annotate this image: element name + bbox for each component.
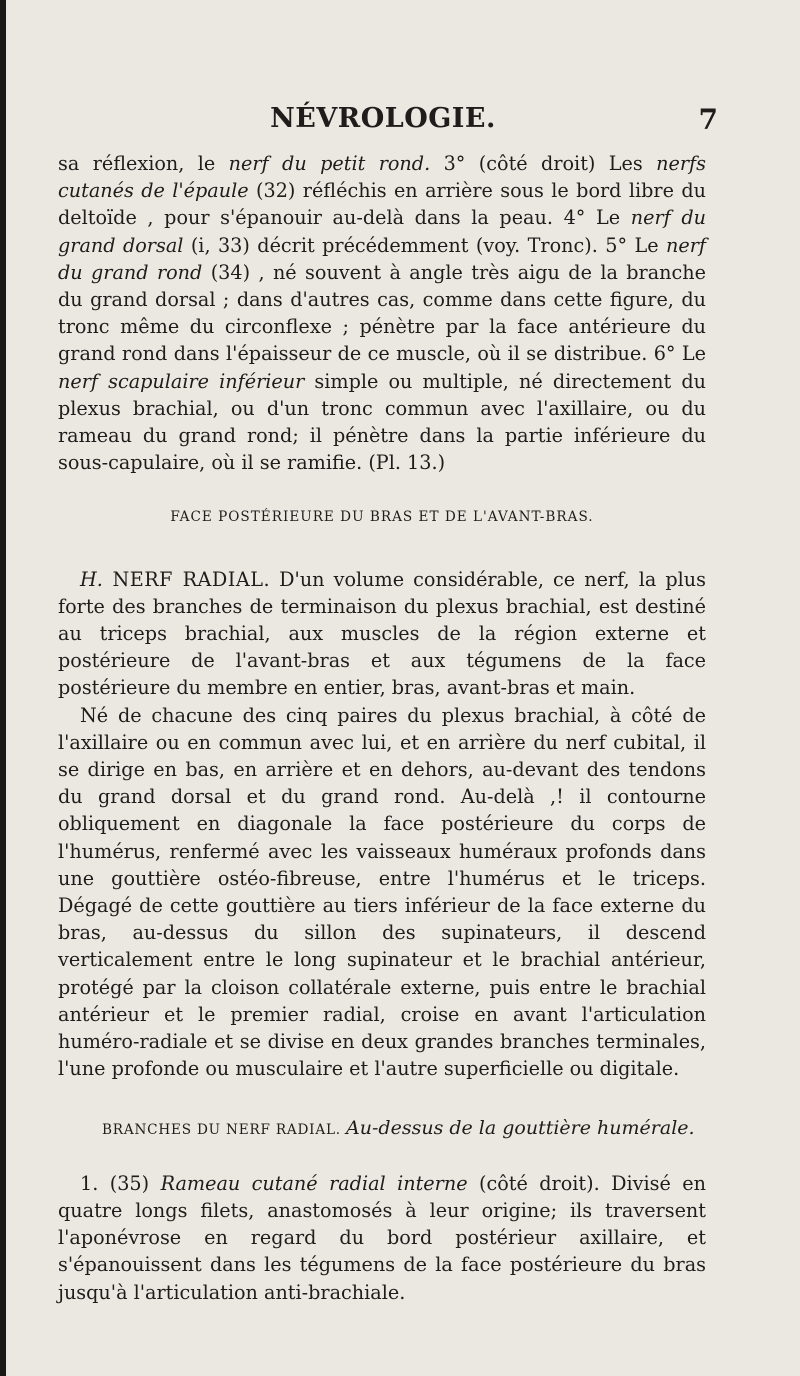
paragraph-course: Né de chacune des cinq paires du plexus brachial, à côté de l'axillaire ou en commun avec lui, et en arrière du nerf cubital, il se dirige en bas, en arrière et en dehors, au-devant des tendons du grand dorsal et du grand rond. Au-delà ,! il contourne obliquement en diagonale la face postérieure du corps de l'humérus, renfermé avec les vaisseaux huméraux profonds dans une gouttière ostéo-fibreuse, entre l'humérus et le triceps. Dégagé de cette gouttière au tiers inférieur de la face externe du bras, au-dessus du sillon des supinateurs, il descend verticalement entre le long supinateur et le brachial antérieur, protégé par la cloison collatérale externe, puis entre le brachial antérieur et le premier radial, croise en avant l'articulation huméro-radiale et se divise en deux grandes branches terminales, l'une profonde ou musculaire et l'autre superficielle ou digitale. — [58, 703, 706, 1081]
section-heading: FACE POSTÉRIEURE DU BRAS ET DE L'AVANT-BRAS. — [170, 509, 594, 526]
running-title: NÉVROLOGIE. — [270, 103, 496, 134]
nerve-label: NERF RADIAL. — [102, 567, 271, 591]
subheading-italic: Au-dessus de la gouttière humérale. — [346, 1116, 695, 1139]
paragraph-continuation — [58, 150, 706, 476]
text-run: sa réflexion, le — [58, 152, 229, 175]
page-number: 7 — [698, 103, 718, 136]
text-run: D'un volume considérable, ce nerf, la plus forte des branches de terminaison du plexus brachial, est destiné au triceps brachial, aux muscles de la région externe et postérieure de l'avant-bras et aux tégumens de la face postérieure du membre en entier, bras, avant-bras et main. — [58, 567, 707, 700]
italic-term: nerf scapulaire inférieur — [58, 369, 305, 393]
subheading-branches — [58, 1115, 706, 1144]
branch-number: 1. (35) — [80, 1171, 161, 1195]
italic-term: nerf du grand rond — [58, 233, 706, 284]
text-run: (i, 33) décrit précédemment (voy. Tronc). 5° Le — [183, 233, 666, 257]
italic-term: nerfs cutanés de l'épaule — [58, 152, 706, 203]
section-letter: H. — [80, 567, 103, 591]
text-run: (32) réfléchis en arrière sous le bord libre du deltoïde , pour s'épanouir au-delà dans la peau. 4° Le — [58, 179, 706, 230]
paragraph-branch-1 — [58, 1170, 706, 1306]
subheading-label: BRANCHES DU NERF RADIAL. — [102, 1121, 341, 1138]
paragraph-nerf-radial — [58, 566, 706, 702]
text-run: (34) , né souvent à angle très aigu de la branche du grand dorsal ; dans d'autres cas, comme dans cette figure, du tronc même du circonflexe ; pénètre par la face antérieure du grand rond dans l'épaisseur de ce muscle, où il se distribue. 6° Le — [58, 260, 706, 366]
text-run: simple ou multiple, né directement du plexus brachial, ou d'un tronc commun avec l'axillaire, ou du rameau du grand rond; il pénètre dans la partie inférieure du sous-capulaire, où il se ramifie. (Pl. 13.) — [58, 369, 706, 475]
text-run: 3° (côté droit) Les — [430, 152, 657, 175]
italic-term: Rameau cutané radial interne — [160, 1171, 468, 1195]
page-header — [58, 103, 718, 143]
body-text — [58, 150, 706, 1306]
italic-term: nerf du petit rond. — [228, 152, 431, 175]
text-run: (côté droit). Divisé en quatre longs filets, anastomosés à leur origine; ils traversent l'aponévrose en regard du bord postérieur axillaire, et s'épanouissent dans les tégumens de la face postérieure du bras jusqu'à l'articulation anti-brachiale. — [58, 1171, 706, 1304]
italic-term: nerf du grand dorsal — [58, 206, 706, 257]
